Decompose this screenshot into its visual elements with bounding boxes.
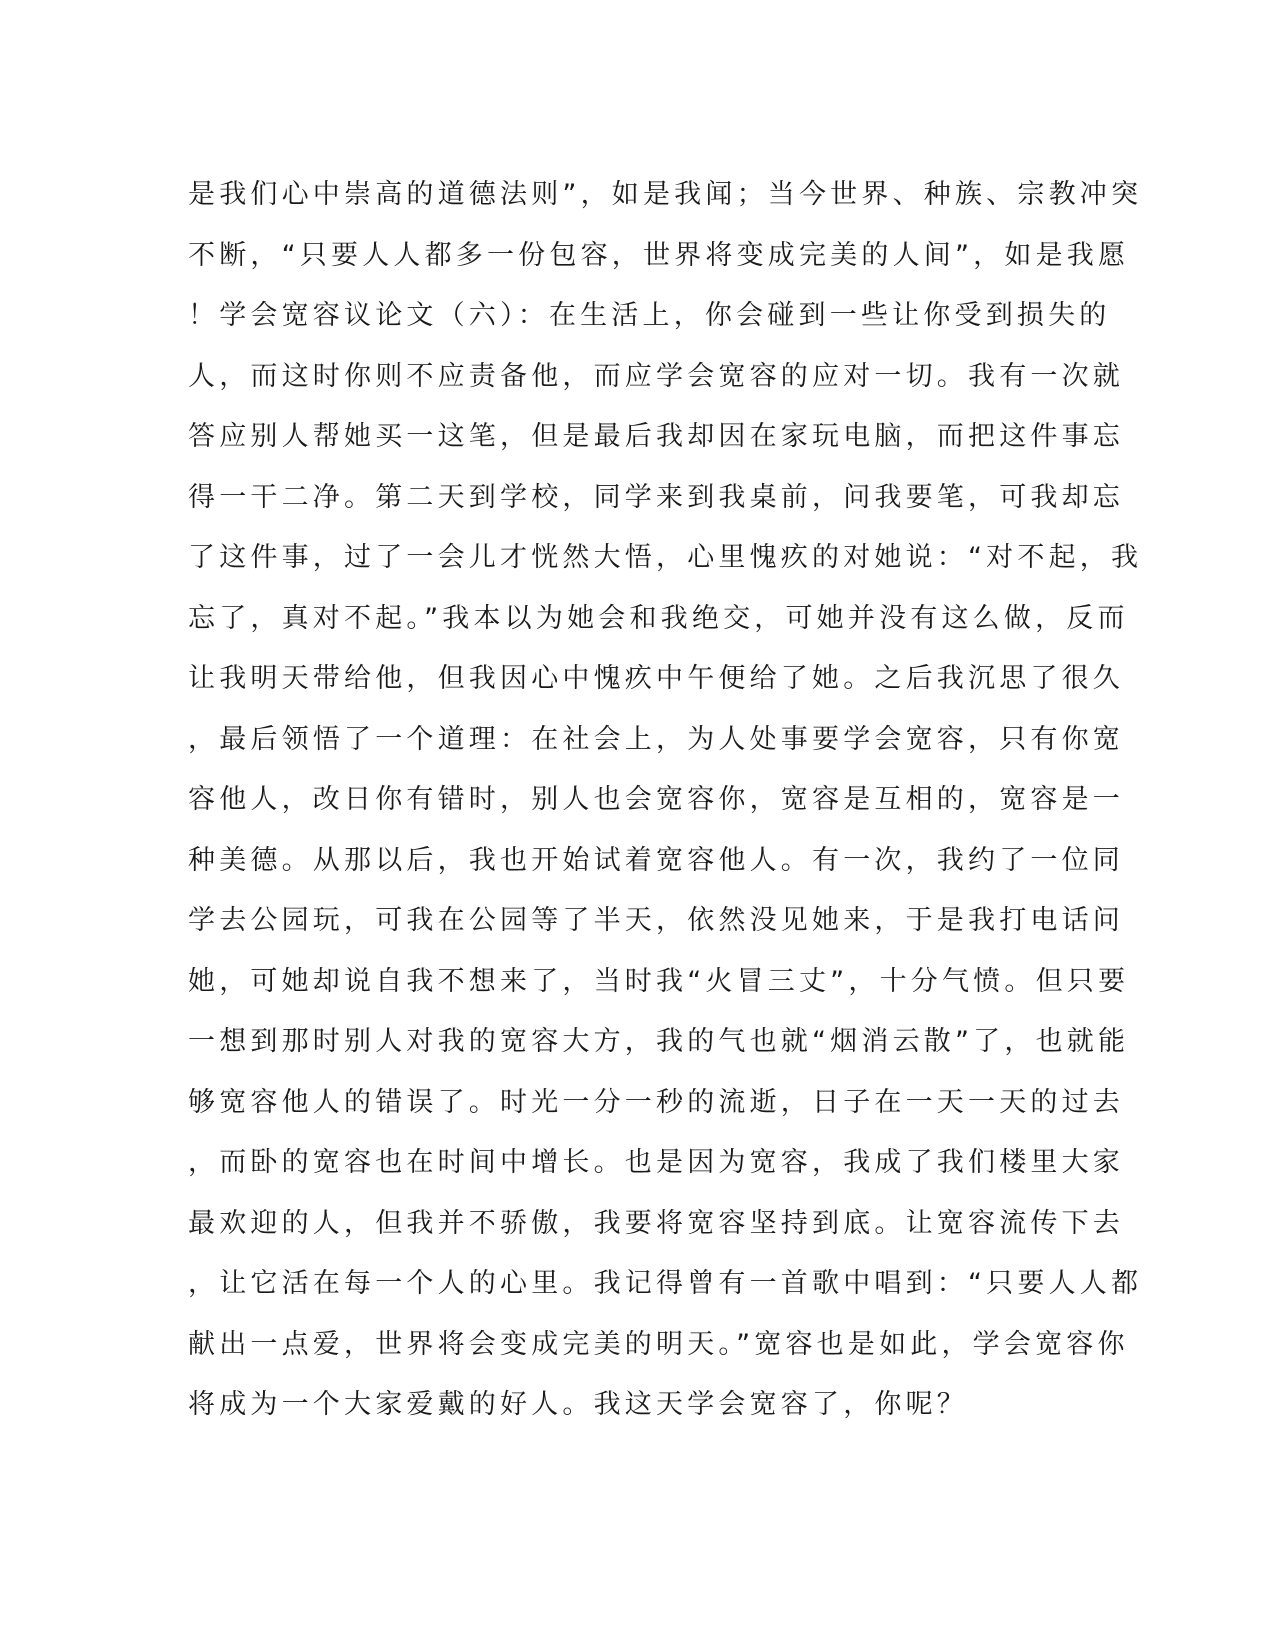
text-line: ，让它活在每一个人的心里。我记得曾有一首歌中唱到：“只要人人都 (188, 1268, 1143, 1299)
text-line: 人，而这时你则不应责备他，而应学会宽容的应对一切。我有一次就 (188, 360, 1124, 392)
text-line: 一想到那时别人对我的宽容大方，我的气也就“烟消云散”了，也就能 (188, 1026, 1130, 1057)
text-line: 她，可她却说自我不想来了，当时我“火冒三丈”，十分气愤。但只要 (188, 965, 1130, 997)
text-line: ，而卧的宽容也在时间中增长。也是因为宽容，我成了我们楼里大家 (188, 1147, 1124, 1178)
text-line: ！学会宽容议论文（六）：在生活上，你会碰到一些让你受到损失的 (188, 300, 1111, 331)
body-text (188, 165, 1143, 1436)
text-line: 让我明天带给他，但我因心中愧疚中午便给了她。之后我沉思了很久 (188, 663, 1124, 694)
text-line: 够宽容他人的错误了。时光一分一秒的流逝，日子在一天一天的过去 (188, 1086, 1124, 1118)
text-line: 了这件事，过了一会儿才恍然大悟，心里愧疚的对她说：“对不起，我 (188, 542, 1143, 573)
text-line: 学去公园玩，可我在公园等了半天，依然没见她来，于是我打电话问 (188, 905, 1124, 936)
text-line: 容他人，改日你有错时，别人也会宽容你，宽容是互相的，宽容是一 (188, 784, 1124, 815)
text-line: 献出一点爱，世界将会变成完美的明天。”宽容也是如此，学会宽容你 (188, 1328, 1129, 1360)
text-line: 将成为一个大家爱戴的好人。我这天学会宽容了，你呢？ (188, 1389, 968, 1420)
text-line: ，最后领悟了一个道理：在社会上，为人处事要学会宽容，只有你宽 (188, 723, 1124, 755)
text-line: 最欢迎的人，但我并不骄傲，我要将宽容坚持到底。让宽容流传下去 (188, 1207, 1124, 1239)
text-line: 忘了，真对不起。”我本以为她会和我绝交，可她并没有这么做，反而 (188, 602, 1129, 634)
text-line: 得一干二净。第二天到学校，同学来到我桌前，问我要笔，可我却忘 (188, 481, 1124, 513)
text-line: 是我们心中崇高的道德法则”，如是我闻；当今世界、种族、宗教冲突 (188, 179, 1143, 210)
text-line: 不断，“只要人人都多一份包容，世界将变成完美的人间”，如是我愿 (188, 239, 1130, 271)
text-line: 种美德。从那以后，我也开始试着宽容他人。有一次，我约了一位同 (188, 844, 1124, 876)
text-line: 答应别人帮她买一这笔，但是最后我却因在家玩电脑，而把这件事忘 (188, 421, 1124, 452)
